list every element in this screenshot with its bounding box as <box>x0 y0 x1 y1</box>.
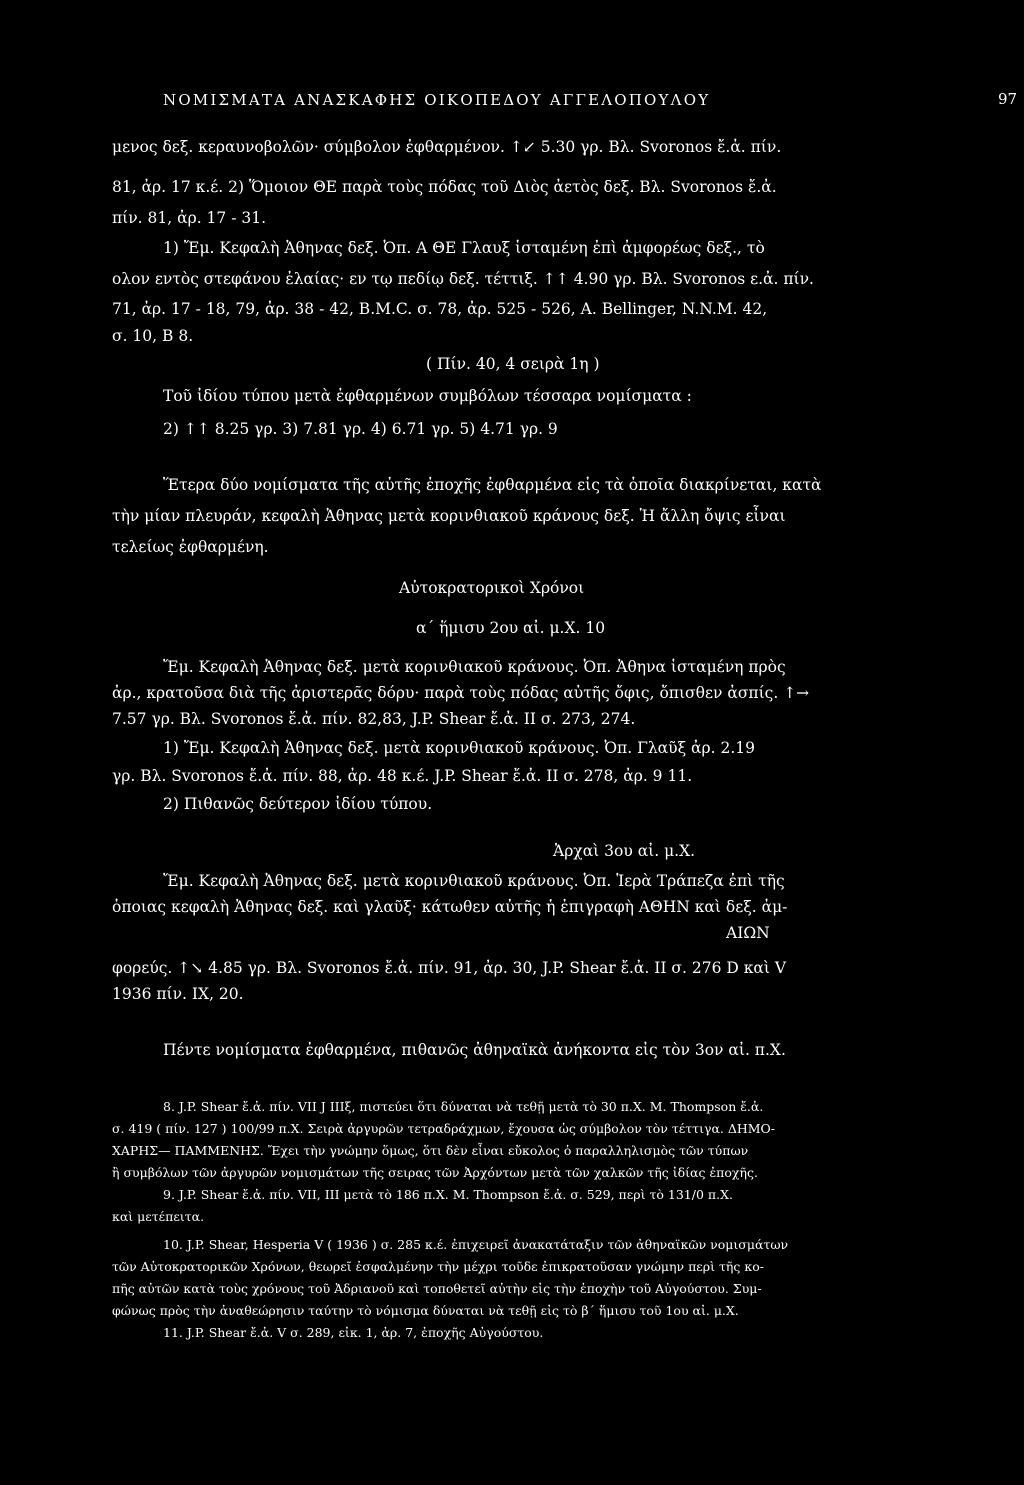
text-line: φορεύς. ↑↘ 4.85 γρ. Βλ. Svoronos ἔ.ἀ. πίν. 91, ἀρ. 30, J.P. Shear ἔ.ἀ. II σ. 276 D καὶ V <box>112 959 787 977</box>
text-line: σ. 10, B 8. <box>112 327 194 345</box>
text-line: 71, ἀρ. 17 - 18, 79, ἀρ. 38 - 42, B.M.C. σ. 78, ἀρ. 525 - 526, A. Bellinger, N.N.M. 42, <box>112 300 768 318</box>
inscription-text: ΑΙΩΝ <box>726 924 770 942</box>
text-line: τελείως ἐφθαρμένη. <box>112 538 269 556</box>
footnote-line: 8. J.P. Shear ἔ.ἀ. πίν. VII J IIIξ, πιστεύει ὅτι δύναται νὰ τεθῇ μετὰ τὸ 30 π.Χ. M. Thompson ἔ.ἀ. <box>163 1099 764 1114</box>
text-line: 1936 πίν. IX, 20. <box>112 985 244 1003</box>
text-line: Ἕτερα δύο νομίσματα τῆς αὐτῆς ἐποχῆς ἐφθαρμένα εἰς τὰ ὁποῖα διακρίνεται, κατὰ <box>163 476 822 494</box>
plate-reference: ( Πίν. 40, 4 σειρὰ 1η ) <box>426 355 600 373</box>
text-line: 2) Πιθανῶς δεύτερον ἰδίου τύπου. <box>163 795 433 813</box>
text-line: Τοῦ ἰδίου τύπου μετὰ ἐφθαρμένων συμβόλων τέσσαρα νομίσματα : <box>163 387 692 405</box>
footnote-line: 11. J.P. Shear ἔ.ἀ. V σ. 289, εἰκ. 1, ἀρ. 7, ἐποχῆς Αὐγούστου. <box>163 1325 544 1340</box>
footnote-line: φώνως πρὸς τὴν ἀναθεώρησιν ταύτην τὸ νόμισμα δύναται νὰ τεθῇ εἰς τὸ β´ ἥμισυ τοῦ 1ου αἰ. μ.Χ. <box>112 1303 739 1318</box>
text-line: Ἔμ. Κεφαλὴ Ἀθηνας δεξ. μετὰ κορινθιακοῦ κράνους. Ὀπ. Ἀθηνα ἱσταμένη πρὸς <box>163 658 786 676</box>
section-heading: Αὐτοκρατορικοὶ Χρόνοι <box>399 579 585 597</box>
text-line: ὁποιας κεφαλὴ Ἀθηνας δεξ. καὶ γλαῦξ· κάτωθεν αὐτῆς ἡ ἐπιγραφὴ ΑΘΗΝ καὶ δεξ. ἀμ- <box>112 898 788 916</box>
footnote-line: σ. 419 ( πίν. 127 ) 100/99 π.Χ. Σειρὰ ἀργυρῶν τετραδράχμων, ἔχουσα ὡς σύμβολον τὸν τέττιγα. ΔΗΜΟ- <box>112 1121 776 1136</box>
text-line: γρ. Βλ. Svoronos ἔ.ἀ. πίν. 88, ἀρ. 48 κ.έ. J.P. Shear ἔ.ἀ. II σ. 278, ἀρ. 9 11. <box>112 767 693 785</box>
text-line: 1) Ἔμ. Κεφαλὴ Ἀθηνας δεξ. μετὰ κορινθιακοῦ κράνους. Ὀπ. Γλαῦξ ἀρ. 2.19 <box>163 739 755 757</box>
page-number: 97 <box>998 90 1018 108</box>
text-line: 7.57 γρ. Βλ. Svoronos ἔ.ἀ. πίν. 82,83, J.P. Shear ἔ.ἀ. II σ. 273, 274. <box>112 710 636 728</box>
text-line: πίν. 81, ἀρ. 17 - 31. <box>112 209 267 227</box>
footnote-line: ἢ συμβόλων τῶν ἀργυρῶν νομισμάτων τῆς σειρας τῶν Ἀρχόντων μετὰ τῶν χαλκῶν τῆς ἰδίας ἐποχῆς. <box>112 1165 758 1180</box>
footnote-line: ΧΑΡΗΣ— ΠΑΜΜΕΝΗΣ. Ἔχει τὴν γνώμην ὅμως, ὅτι δὲν εἶναι εὔκολος ὁ παραλληλισμὸς τῶν τύπων <box>112 1143 749 1158</box>
footnote-line: 9. J.P. Shear ἔ.ἀ. πίν. VII, III μετὰ τὸ 186 π.Χ. M. Thompson ἔ.ἀ. σ. 529, περὶ τὸ 131/0 π.Χ. <box>163 1187 733 1202</box>
text-line: 2) ↑↑ 8.25 γρ. 3) 7.81 γρ. 4) 6.71 γρ. 5) 4.71 γρ. 9 <box>163 420 558 438</box>
footnote-line: πῆς αὐτῶν κατὰ τοὺς χρόνους τοῦ Ἀδριανοῦ καὶ τοποθετεῖ αὐτὴν εἰς τὴν ἐποχὴν τοῦ Αὐγούστου. Συμ- <box>112 1281 762 1296</box>
text-line: Ἔμ. Κεφαλὴ Ἀθηνας δεξ. μετὰ κορινθιακοῦ κράνους. Ὀπ. Ἱερὰ Τράπεζα ἐπὶ τῆς <box>163 872 785 890</box>
footnote-line: τῶν Αὐτοκρατορικῶν Χρόνων, θεωρεῖ ἐσφαλμένην τὴν μέχρι τοῦδε ἐπικρατοῦσαν γνώμην περὶ τῆς κο- <box>112 1259 764 1274</box>
section-heading: Ἀρχαὶ 3ου αἰ. μ.Χ. <box>553 842 696 860</box>
footnote-line: 10. J.P. Shear, Hesperia V ( 1936 ) σ. 285 κ.έ. ἐπιχειρεῖ ἀνακατάταξιν τῶν ἀθηναϊκῶν νομισμάτων <box>163 1237 789 1252</box>
text-line: μενος δεξ. κεραυνοβολῶν· σύμβολον ἐφθαρμένον. ↑↙ 5.30 γρ. Βλ. Svoronos ἔ.ἀ. πίν. <box>112 138 782 156</box>
text-line: ολον εντὸς στεφάνου ἐλαίας· εν τῳ πεδίῳ δεξ. τέττιξ. ↑↑ 4.90 γρ. Βλ. Svoronos ε.ἀ. πίν. <box>112 270 814 288</box>
text-line: τὴν μίαν πλευράν, κεφαλὴ Ἀθηνας μετὰ κορινθιακοῦ κράνους δεξ. Ἡ ἄλλη ὄψις εἶναι <box>112 507 786 525</box>
text-line: 81, ἀρ. 17 κ.έ. 2) Ὅμοιον ΘΕ παρὰ τοὺς πόδας τοῦ Διὸς ἀετὸς δεξ. Βλ. Svoronos ἔ.ἀ. <box>112 178 777 196</box>
footnote-line: καὶ μετέπειτα. <box>112 1209 205 1224</box>
text-line: ἀρ., κρατοῦσα διὰ τῆς ἀριστερᾶς δόρυ· παρὰ τοὺς πόδας αὐτῆς ὄφις, ὄπισθεν ἀσπίς. ↑→ <box>112 684 810 702</box>
text-line: Πέντε νομίσματα ἐφθαρμένα, πιθανῶς ἀθηναϊκὰ ἀνήκοντα εἰς τὸν 3ον αἰ. π.Χ. <box>163 1041 786 1059</box>
running-header: ΝΟΜΙΣΜΑΤΑ ΑΝΑΣΚΑΦΗΣ ΟΙΚΟΠΕΔΟΥ ΑΓΓΕΛΟΠΟΥΛΟΥ <box>163 91 711 109</box>
text-line: 1) Ἔμ. Κεφαλὴ Ἀθηνας δεξ. Ὀπ. Α ΘΕ Γλαυξ ἱσταμένη ἐπὶ ἀμφορέως δεξ., τὸ <box>163 239 765 257</box>
section-subheading: α´ ἥμισυ 2ου αἰ. μ.Χ. 10 <box>416 619 606 637</box>
